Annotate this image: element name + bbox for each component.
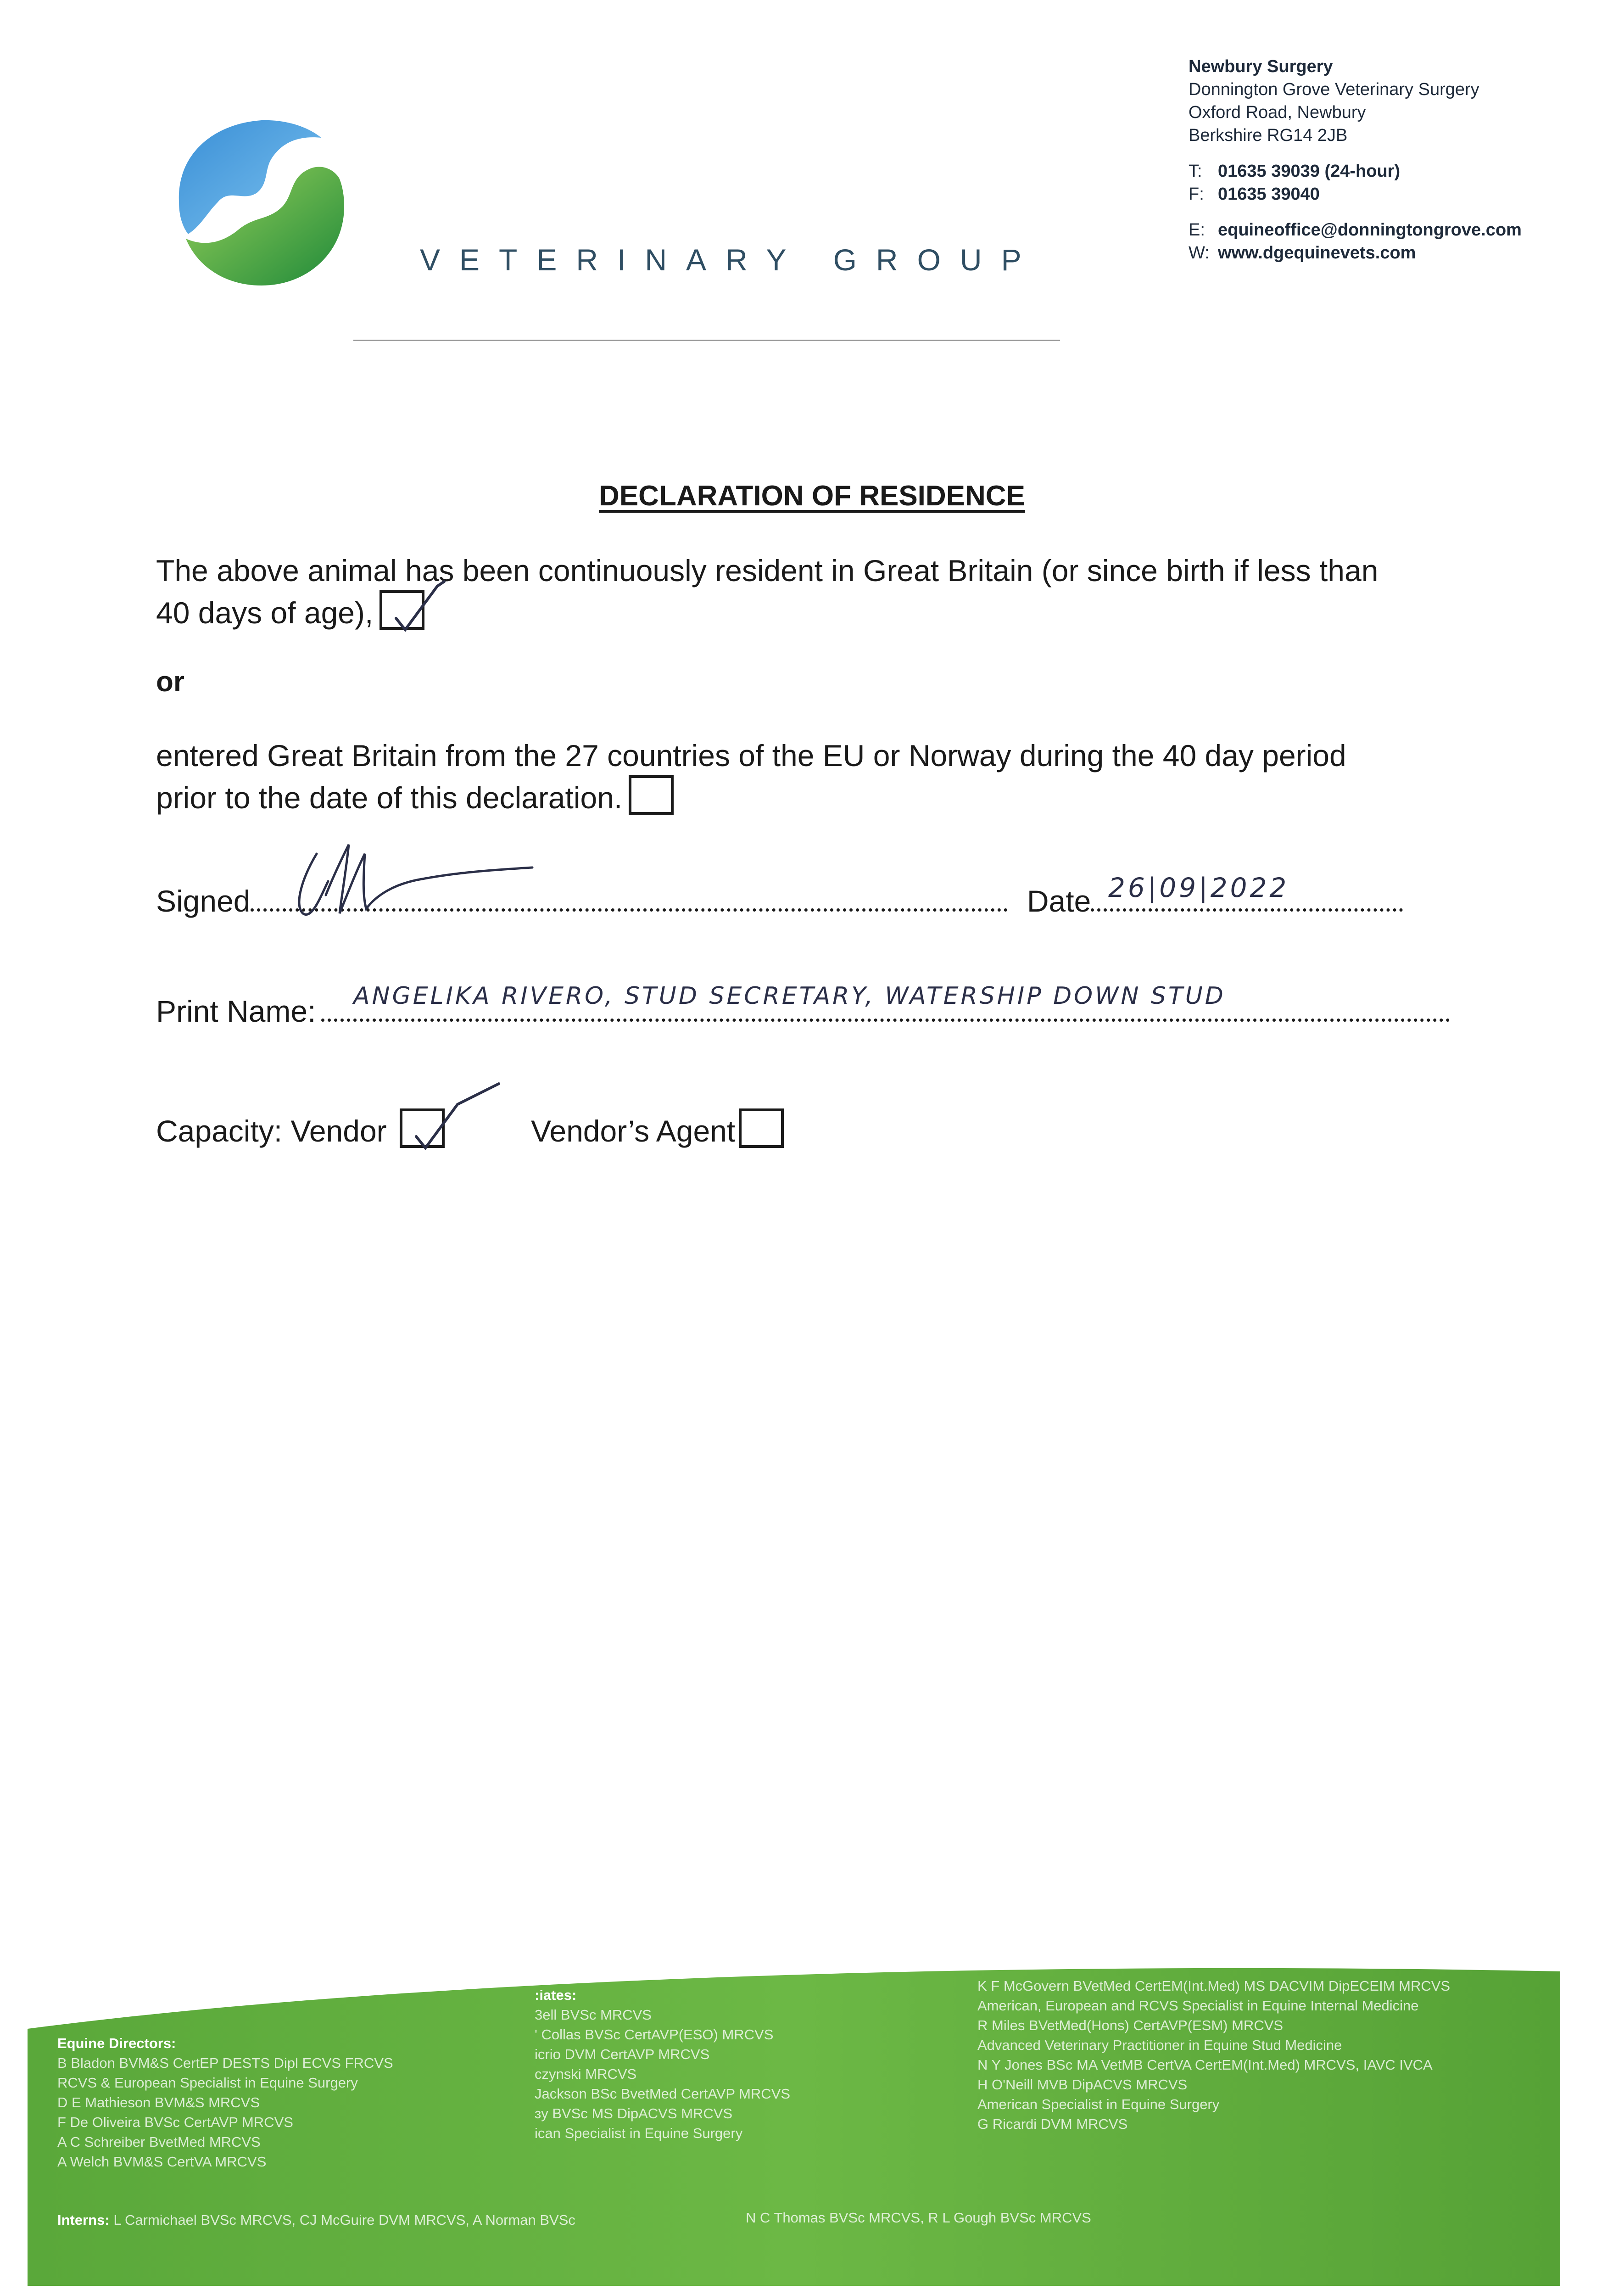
associate-line: ' Collas BVSc CertAVP(ESO) MRCVS xyxy=(535,2026,774,2043)
director-line: A C Schreiber BvetMed MRCVS xyxy=(57,2134,261,2150)
checkmark-icon xyxy=(402,1093,471,1157)
specialist-line: K F McGovern BVetMed CertEM(Int.Med) MS DACVIM DipECEIM MRCVS xyxy=(977,1978,1451,1994)
interns-block xyxy=(57,2210,575,2230)
signature-icon xyxy=(285,826,541,932)
page-title: DECLARATION OF RESIDENCE xyxy=(599,480,1025,512)
entered-line-2: prior to the date of this declaration. xyxy=(156,781,623,815)
director-line: RCVS & European Specialist in Equine Surgery xyxy=(57,2075,358,2091)
or-separator: or xyxy=(156,666,184,698)
capacity-row xyxy=(156,1108,784,1148)
associate-line: icrio DVM CertAVP MRCVS xyxy=(535,2046,710,2062)
directors-heading: Equine Directors: xyxy=(57,2035,176,2051)
tel-label: T: xyxy=(1189,162,1202,181)
associate-line: 3ell BVSc MRCVS xyxy=(535,2007,652,2023)
interns-heading: Interns: xyxy=(57,2212,110,2228)
vendor-agent-label: Vendor’s Agent xyxy=(530,1114,736,1148)
brand-left: VETERINARY xyxy=(420,243,806,277)
interns-left: L Carmichael BVSc MRCVS, CJ McGuire DVM MRCVS, A Norman BVSc xyxy=(113,2212,575,2228)
brand-wordmark xyxy=(420,242,1041,277)
entered-statement xyxy=(156,736,1487,817)
associates-block xyxy=(535,1985,790,2143)
interns-right: N C Thomas BVSc MRCVS, R L Gough BVSc MRCVS xyxy=(746,2210,1091,2226)
entered-checkbox[interactable] xyxy=(629,775,674,815)
date-value: 26|09|2022 xyxy=(1108,872,1289,903)
checkmark-icon xyxy=(382,575,451,639)
email-label: E: xyxy=(1189,220,1205,240)
address-line-3: Berkshire RG14 2JB xyxy=(1189,126,1348,145)
email-link[interactable]: equineoffice@donningtongrove.com xyxy=(1218,220,1522,240)
specialist-line: Advanced Veterinary Practitioner in Equine Stud Medicine xyxy=(977,2037,1342,2053)
address-line-2: Oxford Road, Newbury xyxy=(1189,103,1366,122)
specialist-line: R Miles BVetMed(Hons) CertAVP(ESM) MRCVS xyxy=(977,2017,1284,2033)
signed-label: Signed xyxy=(156,884,251,918)
fax-label: F: xyxy=(1189,185,1204,204)
associates-heading: :iates: xyxy=(535,1987,577,2003)
associate-line: ɜy BVSc MS DipACVS MRCVS xyxy=(535,2105,733,2121)
associate-line: Jackson BSc BvetMed CertAVP MRCVS xyxy=(535,2086,791,2102)
veterinary-group-logo-icon xyxy=(174,115,349,289)
resident-checkbox[interactable] xyxy=(379,590,424,630)
fax-value: 01635 39040 xyxy=(1218,185,1320,204)
entered-line-1: entered Great Britain from the 27 countries of the EU or Norway during the 40 day period xyxy=(156,739,1346,772)
address-line-1: Donnington Grove Veterinary Surgery xyxy=(1189,80,1479,99)
vendor-agent-checkbox[interactable] xyxy=(739,1108,784,1148)
brand-right: GROUP xyxy=(833,243,1041,277)
date-label: Date xyxy=(1027,884,1091,918)
header-divider xyxy=(353,340,1060,341)
resident-statement xyxy=(156,551,1487,633)
director-line: F De Oliveira BVSc CertAVP MRCVS xyxy=(57,2114,293,2130)
specialist-line: N Y Jones BSc MA VetMB CertVA CertEM(Int.Med) MRCVS, IAVC IVCA xyxy=(977,2057,1433,2073)
resident-line-2: 40 days of age), xyxy=(156,596,374,630)
associate-line: czynski MRCVS xyxy=(535,2066,637,2082)
director-line: B Bladon BVM&S CertEP DESTS Dipl ECVS FRCVS xyxy=(57,2055,393,2071)
print-name-label: Print Name: xyxy=(156,994,316,1028)
web-label: W: xyxy=(1189,243,1210,263)
date-line[interactable] xyxy=(1091,904,1403,912)
specialist-line: H O'Neill MVB DipACVS MRCVS xyxy=(977,2077,1188,2093)
capacity-label: Capacity: Vendor xyxy=(156,1114,387,1148)
web-link[interactable]: www.dgequinevets.com xyxy=(1218,243,1416,263)
tel-value: 01635 39039 (24-hour) xyxy=(1218,162,1401,181)
specialist-line: American, European and RCVS Specialist in Equine Internal Medicine xyxy=(977,1998,1419,2014)
surgery-name: Newbury Surgery xyxy=(1189,57,1333,76)
print-name-value: ANGELIKA RIVERO, STUD SECRETARY, WATERSHIP DOWN STUD xyxy=(353,982,1226,1010)
directors-block xyxy=(57,2033,393,2172)
print-name-line[interactable] xyxy=(321,1014,1450,1022)
associate-line: ican Specialist in Equine Surgery xyxy=(535,2125,743,2141)
specialist-line: American Specialist in Equine Surgery xyxy=(977,2096,1220,2112)
vendor-checkbox[interactable] xyxy=(400,1108,445,1148)
specialists-block xyxy=(977,1976,1450,2134)
director-line: D E Mathieson BVM&S MRCVS xyxy=(57,2094,260,2110)
resident-line-1: The above animal has been continuously resident in Great Britain (or since birth if less than xyxy=(156,554,1378,588)
director-line: A Welch BVM&S CertVA MRCVS xyxy=(57,2154,267,2170)
specialist-line: G Ricardi DVM MRCVS xyxy=(977,2116,1128,2132)
contact-block xyxy=(1189,55,1522,264)
